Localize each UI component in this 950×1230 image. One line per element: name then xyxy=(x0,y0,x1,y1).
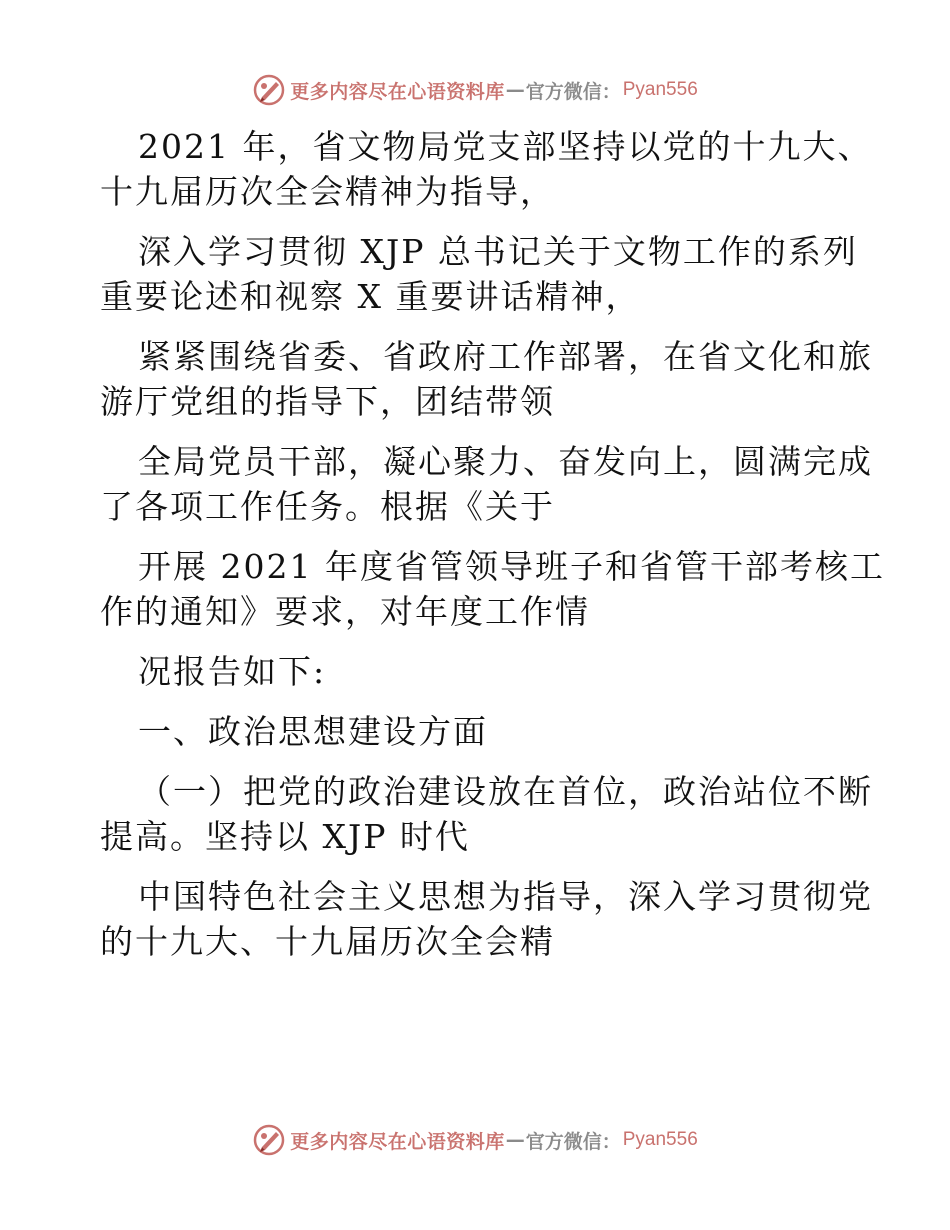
watermark-wechat-id: Pyan556 xyxy=(622,79,698,100)
watermark-label: 官方微信： xyxy=(525,1130,621,1153)
text-line: 的十九大、十九届历次全会精 xyxy=(100,922,555,961)
pen-logo-icon xyxy=(252,73,286,107)
watermark-dash: — xyxy=(505,79,525,101)
text-line: 重要论述和视察 X 重要讲话精神， xyxy=(100,277,641,316)
section-heading xyxy=(100,709,860,754)
paragraph-4 xyxy=(100,439,873,529)
text-line: 作的通知》要求，对年度工作情 xyxy=(100,592,590,631)
text-line: 紧紧围绕省委、省政府工作部署，在省文化和旅 xyxy=(138,337,873,376)
heading-text: 一、政治思想建设方面 xyxy=(138,712,488,751)
text-line: 提高。坚持以 XJP 时代 xyxy=(100,817,470,856)
text-line: 了各项工作任务。根据《关于 xyxy=(100,487,555,526)
watermark-footer xyxy=(0,1122,950,1158)
text-line: 游厅党组的指导下，团结带领 xyxy=(100,382,555,421)
text-line: 中国特色社会主义思想为指导，深入学习贯彻党 xyxy=(138,877,873,916)
paragraph-5 xyxy=(100,544,885,634)
paragraph-9 xyxy=(100,874,873,964)
paragraph-6 xyxy=(100,649,860,694)
paragraph-2 xyxy=(100,229,860,319)
pen-logo-icon xyxy=(252,1123,286,1157)
text-line: 全局党员干部，凝心聚力、奋发向上，圆满完成 xyxy=(138,442,873,481)
text-line: 2021 年，省文物局党支部坚持以党的十九大、 xyxy=(138,127,873,166)
watermark-dash: — xyxy=(505,1129,525,1151)
paragraph-1 xyxy=(100,124,873,214)
text-line: 十九届历次全会精神为指导， xyxy=(100,172,555,211)
paragraph-3 xyxy=(100,334,873,424)
watermark-wechat-id: Pyan556 xyxy=(622,1129,698,1150)
paragraph-8 xyxy=(100,769,873,859)
text-line: 开展 2021 年度省管领导班子和省管干部考核工 xyxy=(138,547,885,586)
text-line: 深入学习贯彻 XJP 总书记关于文物工作的系列 xyxy=(138,232,858,271)
watermark-label: 官方微信： xyxy=(525,80,621,103)
watermark-header xyxy=(0,72,950,108)
watermark-site-text: 更多内容尽在心语资料库 xyxy=(290,80,505,103)
document-body xyxy=(100,124,885,979)
text-line: 况报告如下: xyxy=(138,652,327,691)
watermark-site-text: 更多内容尽在心语资料库 xyxy=(290,1130,505,1153)
text-line: （一）把党的政治建设放在首位，政治站位不断 xyxy=(138,772,873,811)
